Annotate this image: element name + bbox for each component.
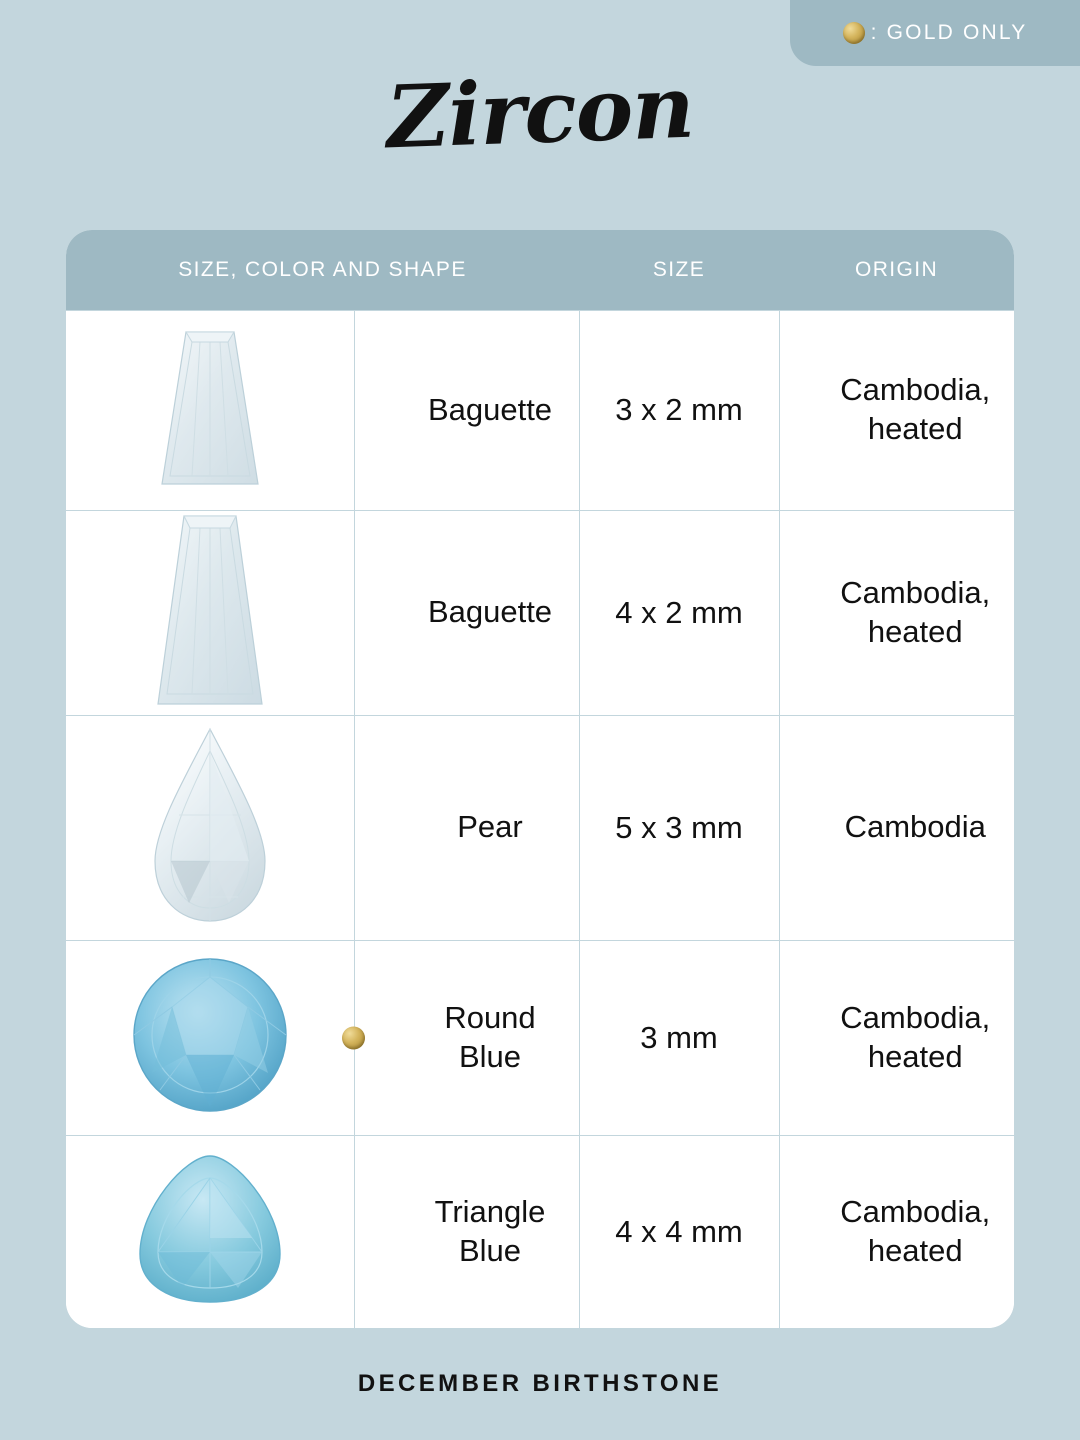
gem-size-cell: 3 mm [579,940,779,1135]
gem-shape-cell: Pear [354,715,579,940]
gold-dot-icon [843,22,865,44]
table-row [66,510,1014,715]
gem-shape-cell: Baguette [354,510,579,715]
table-body [66,310,1014,1328]
round-blue-gem-icon [130,955,290,1115]
gem-shape-cell: Triangle Blue [354,1135,579,1328]
triangle-blue-gem-icon [130,1150,290,1308]
gemstone-table-card [66,230,1014,1328]
gem-origin-cell: Cambodia, heated [779,510,1014,715]
gem-size-cell: 3 x 2 mm [579,310,779,510]
gem-shape-cell: Baguette [354,310,579,510]
table-row [66,310,1014,510]
column-header-shape: SIZE, COLOR AND SHAPE [66,230,579,310]
gem-size-cell: 4 x 2 mm [579,510,779,715]
baguette-clear-gem-icon [152,328,268,488]
table-row [66,1135,1014,1328]
page-title: Zircon [384,56,696,169]
pear-clear-gem-icon [149,725,271,925]
gem-origin-cell: Cambodia [779,715,1014,940]
gem-origin-cell: Cambodia, heated [779,310,1014,510]
column-header-origin: ORIGIN [779,230,1014,310]
table-row [66,940,1014,1135]
gem-image-cell [66,310,354,510]
gem-shape-cell: Round Blue [354,940,579,1135]
gem-image-cell [66,1135,354,1328]
gold-only-label: : GOLD ONLY [870,21,1028,44]
gem-image-cell [66,940,354,1135]
table-header [66,230,1014,310]
gem-origin-cell: Cambodia, heated [779,940,1014,1135]
gem-origin-cell: Cambodia, heated [779,1135,1014,1328]
gem-size-cell: 4 x 4 mm [579,1135,779,1328]
gemstone-table [66,230,1014,1328]
footer-caption: DECEMBER BIRTHSTONE [357,1370,723,1397]
baguette-clear-gem-icon [148,512,272,708]
gold-dot-icon [342,1026,365,1049]
gem-image-cell [66,715,354,940]
column-header-size: SIZE [579,230,779,310]
gem-image-cell [66,510,354,715]
table-row [66,715,1014,940]
gem-size-cell: 5 x 3 mm [579,715,779,940]
